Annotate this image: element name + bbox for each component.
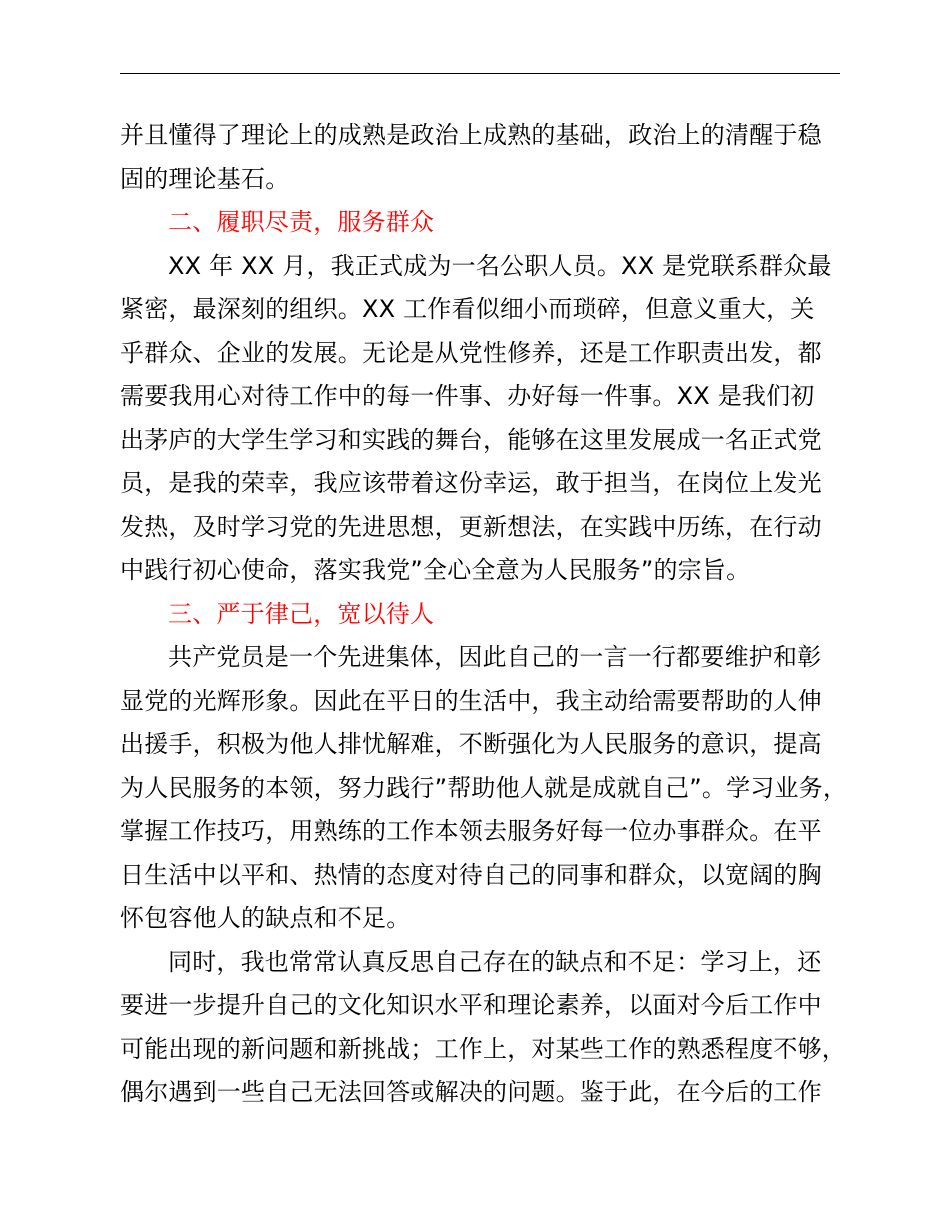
body-line: 为人民服务的本领，努力践行”帮助他人就是成就自己”。学习业务，	[120, 773, 848, 802]
body-line: 中践行初心使命，落实我党”全心全意为人民服务”的宗旨。	[120, 556, 751, 584]
header-rule	[120, 73, 840, 74]
body-line: 怀包容他人的缺点和不足。	[120, 904, 411, 932]
section-heading-2: 二、履职尽责，服务群众	[168, 208, 435, 236]
body-line: 偶尔遇到一些自己无法回答或解决的问题。鉴于此，在今后的工作	[120, 1078, 822, 1106]
body-line: 需要我用心对待工作中的每一件事、办好每一件事。XX 是我们初	[120, 382, 815, 410]
body-line: 掌握工作技巧，用熟练的工作本领去服务好每一位办事群众。在平	[120, 817, 822, 845]
body-line: 出援手，积极为他人排忧解难，不断强化为人民服务的意识，提高	[120, 730, 822, 758]
body-line: 日生活中以平和、热情的态度对待自己的同事和群众，以宽阔的胸	[120, 860, 822, 889]
body-line: 共产党员是一个先进集体，因此自己的一言一行都要维护和彰	[168, 643, 822, 671]
body-line: 发热，及时学习党的先进思想，更新想法，在实践中历练，在行动	[120, 512, 822, 541]
body-line: 要进一步提升自己的文化知识水平和理论素养，以面对今后工作中	[120, 991, 822, 1019]
body-line: 可能出现的新问题和新挑战；工作上，对某些工作的熟悉程度不够，	[120, 1034, 846, 1063]
body-line: 出茅庐的大学生学习和实践的舞台，能够在这里发展成一名正式党	[120, 425, 822, 454]
body-line: 显党的光辉形象。因此在平日的生活中，我主动给需要帮助的人伸	[120, 686, 822, 715]
section-heading-3: 三、严于律己，宽以待人	[168, 599, 435, 628]
body-line: 同时，我也常常认真反思自己存在的缺点和不足：学习上，还	[168, 947, 822, 976]
body-line: XX 年 XX 月，我正式成为一名公职人员。XX 是党联系群众最	[168, 251, 832, 280]
body-line: 固的理论基石。	[120, 164, 290, 193]
document-body	[120, 114, 848, 1115]
body-line: 并且懂得了理论上的成熟是政治上成熟的基础，政治上的清醒于稳	[120, 121, 822, 149]
body-line: 乎群众、企业的发展。无论是从党性修养，还是工作职责出发，都	[120, 338, 822, 367]
body-line: 紧密，最深刻的组织。XX 工作看似细小而琐碎，但意义重大，关	[120, 295, 815, 323]
body-line: 员，是我的荣幸，我应该带着这份幸运，敢于担当，在岗位上发光	[120, 469, 822, 497]
